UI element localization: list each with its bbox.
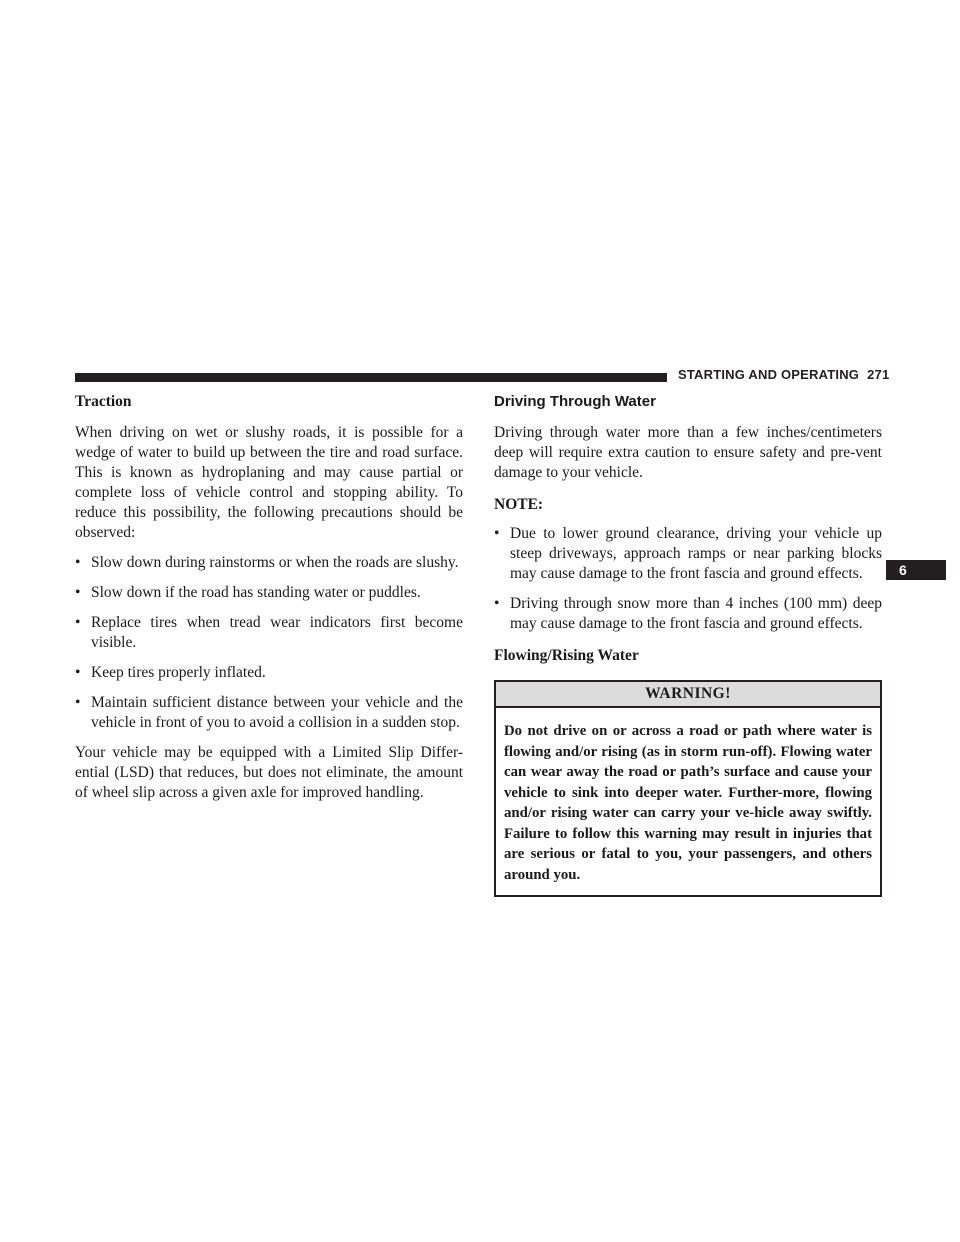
list-item: • Due to lower ground clearance, driving your vehicle up steep driveways, approach ramps or near parking blocks may cause damage to the front fascia and ground effects. xyxy=(494,525,882,582)
bullet-icon: • xyxy=(75,664,81,681)
warning-box xyxy=(494,680,882,897)
driving-through-water-heading: Driving Through Water xyxy=(494,393,656,410)
list-item: • Slow down if the road has standing water or puddles. xyxy=(75,584,421,601)
page-number: 271 xyxy=(867,367,890,382)
flowing-water-heading: Flowing/Rising Water xyxy=(494,647,639,664)
bullet-icon: • xyxy=(75,584,81,601)
warning-title: WARNING! xyxy=(496,682,880,708)
left-column xyxy=(75,392,463,803)
running-header xyxy=(678,367,889,382)
list-item: • Maintain sufficient distance between your vehicle and the vehicle in front of you to avoid a collision in a sudden stop. xyxy=(75,694,463,731)
list-item: • Slow down during rainstorms or when the roads are slushy. xyxy=(75,554,459,571)
lsd-paragraph: Your vehicle may be equipped with a Limited Slip Differ-ential (LSD) that reduces, but does not eliminate, the amount of wheel slip across a given axle for improved handling. xyxy=(75,744,463,801)
bullet-icon: • xyxy=(75,554,81,571)
bullet-icon: • xyxy=(494,525,500,542)
list-item: • Replace tires when tread wear indicators first become visible. xyxy=(75,614,463,651)
section-title: STARTING AND OPERATING xyxy=(678,367,860,382)
traction-intro: When driving on wet or slushy roads, it is possible for a wedge of water to build up between the tire and road surface. This is known as hydroplaning and may cause partial or complete loss of vehicle control and stopping ability. To reduce this possibility, the following precautions should be observed: xyxy=(75,424,463,541)
note-list xyxy=(494,524,882,634)
header-rule xyxy=(75,373,667,382)
bullet-icon: • xyxy=(75,614,81,631)
list-item: • Driving through snow more than 4 inches (100 mm) deep may cause damage to the front fascia and ground effects. xyxy=(494,595,882,632)
right-column xyxy=(494,392,882,897)
traction-precautions-list xyxy=(75,553,463,733)
bullet-icon: • xyxy=(494,595,500,612)
water-intro: Driving through water more than a few inches/centimeters deep will require extra caution to ensure safety and pre-vent damage to your vehicle. xyxy=(494,424,882,481)
note-label: NOTE: xyxy=(494,496,544,513)
warning-body: Do not drive on or across a road or path where water is flowing and/or rising (as in storm run-off). Flowing water can wear away the road or path’s surface and cause your vehicle to sink into deeper water. Further-more, flowing and/or rising water can carry your ve-hicle away swiftly. Failure to follow this warning may result in injuries that are serious or fatal to you, your passengers, and others around you. xyxy=(504,723,872,883)
chapter-tab: 6 xyxy=(886,560,946,580)
bullet-icon: • xyxy=(75,694,81,711)
list-item: • Keep tires properly inflated. xyxy=(75,664,266,681)
traction-heading: Traction xyxy=(75,393,132,410)
